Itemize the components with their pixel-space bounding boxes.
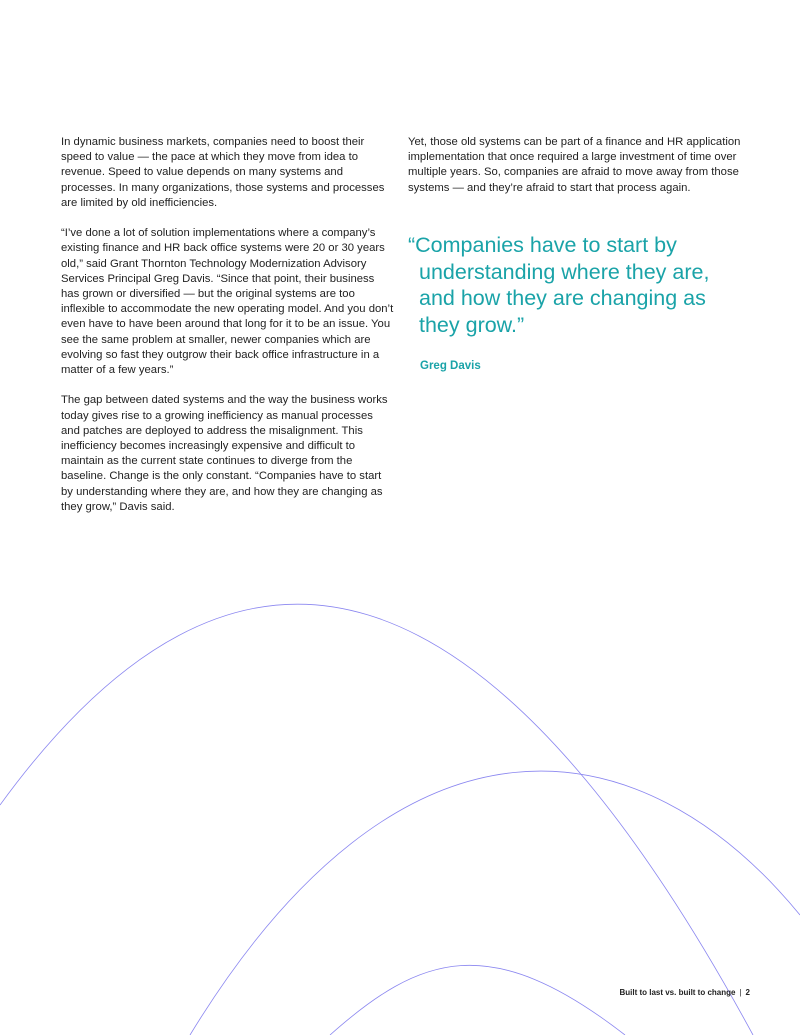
body-paragraph-2: “I’ve done a lot of solution implementations where a company’s existing finance and HR back office systems were 20 or 30 years old,” said Grant Thornton Technology Modernization Advisory Services Principal Greg Davis. “Since that point, their business has grown or diversified — but the original systems are too inflexible to accommodate the new operating model. And you don’t even have to have been around that long for it to be an issue. You see the same problem at smaller, newer companies which are evolving so fast they outgrow their back office infrastructure in a matter of a few years.” <box>61 227 394 377</box>
body-paragraph-1: In dynamic business markets, companies need to boost their speed to value — the pace at which they move from idea to revenue. Speed to value depends on many systems and processes. In many organizations, those systems and processes are limited by old inefficiencies. <box>61 136 385 209</box>
decorative-arc-small <box>330 965 625 1035</box>
body-paragraph-3: The gap between dated systems and the way the business works today gives rise to a growing inefficiency as manual processes and patches are deployed to address the misalignment. This inefficiency becomes increasingly expensive and difficult to maintain as the current state continues to diverge from the baseline. Change is the only constant. “Companies have to start by understanding where they are, and how they are changing as they grow,” Davis said. <box>61 394 388 513</box>
page-number: 2 <box>745 988 750 997</box>
decorative-arc-large <box>0 604 753 1035</box>
body-paragraph-4: Yet, those old systems can be part of a finance and HR application implementation that once required a large investment of time over multiple years. So, companies are afraid to move away from those systems — and they’re afraid to start that process again. <box>408 136 741 194</box>
right-column <box>408 135 742 211</box>
pull-quote-text: “Companies have to start by understanding where they are, and how they are changing as they grow.” <box>408 233 710 337</box>
footer-separator: | <box>739 988 742 997</box>
pull-quote <box>408 232 728 372</box>
left-column <box>61 135 394 530</box>
footer-title: Built to last vs. built to change <box>619 988 736 997</box>
pull-quote-author: Greg Davis <box>420 360 481 372</box>
page-footer <box>619 988 750 997</box>
